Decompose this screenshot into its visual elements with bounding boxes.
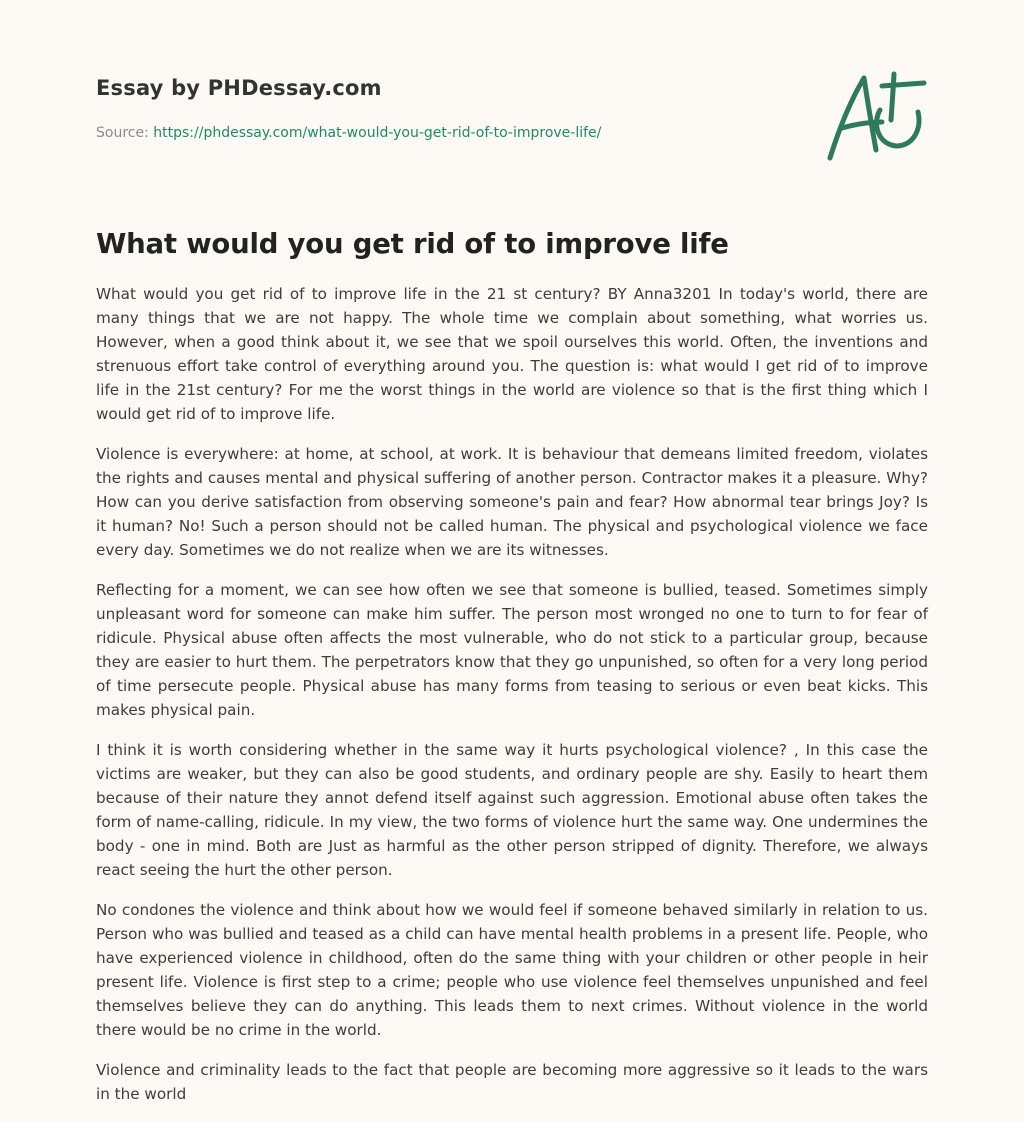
essay-paragraph: Reflecting for a moment, we can see how often we see that someone is bullied, teased. Sometimes simply unpleasant word for someone can make him suffer. The person most wronged no one to turn to for fear of ridicule. Physical abuse often affects the most vulnerable, who do not stick to a particular group, because they are easier to hurt them. The perpetrators know that they go unpunished, so often for a very long period of time persecute people. Physical abuse has many forms from teasing to serious or even beat kicks. This makes physical pain. bbox=[96, 581, 928, 719]
source-link[interactable]: https://phdessay.com/what-would-you-get-rid-of-to-improve-life/ bbox=[153, 125, 602, 141]
essay-header bbox=[96, 76, 928, 141]
essay-content bbox=[96, 228, 928, 1122]
essay-paragraph: What would you get rid of to improve life in the 21 st century? BY Anna3201 In today's world, there are many things that we are not happy. The whole time we complain about something, what worries us. However, when a good think about it, we see that we spoil ourselves this world. Often, the inventions and strenuous effort take control of everything around you. The question is: what would I get rid of to improve life in the 21st century? For me the worst things in the world are violence so that is the first thing which I would get rid of to improve life. bbox=[96, 285, 928, 423]
source-label: Source: bbox=[96, 125, 149, 141]
essay-paragraph: No condones the violence and think about how we would feel if someone behaved similarly in relation to us. Person who was bullied and teased as a child can have mental health problems in a present life. People, who have experienced violence in childhood, often do the same thing with your children or other people in heir present life. Violence is first step to a crime; people who use violence feel themselves unpunished and feel themselves believe they can do anything. This leads them to next crimes. Without violence in the world there would be no crime in the world. bbox=[96, 901, 928, 1039]
a-plus-grade-icon bbox=[822, 66, 932, 166]
essay-paragraph: I think it is worth considering whether in the same way it hurts psychological violence? , In this case the victims are weaker, but they can also be good students, and ordinary people are shy. Easily to heart them because of their nature they annot defend itself against such aggression. Emotional abuse often takes the form of name-calling, ridicule. In my view, the two forms of violence hurt the same way. One undermines the body - one in mind. Both are Just as harmful as the other person stripped of dignity. Therefore, we always react seeing the hurt the other person. bbox=[96, 741, 928, 879]
essay-paragraph: Violence is everywhere: at home, at school, at work. It is behaviour that demeans limited freedom, violates the rights and causes mental and physical suffering of another person. Contractor makes it a pleasure. Why? How can you derive satisfaction from observing someone's pain and fear? How abnormal tear brings Joy? Is it human? No! Such a person should not be called human. The physical and psychological violence we face every day. Sometimes we do not realize when we are its witnesses. bbox=[96, 445, 928, 559]
site-title: Essay by PHDessay.com bbox=[96, 76, 382, 100]
essay-title: What would you get rid of to improve life bbox=[96, 228, 729, 260]
source-line bbox=[96, 125, 928, 141]
essay-paragraph: Violence and criminality leads to the fact that people are becoming more aggressive so it leads to the wars in the world bbox=[96, 1061, 928, 1103]
